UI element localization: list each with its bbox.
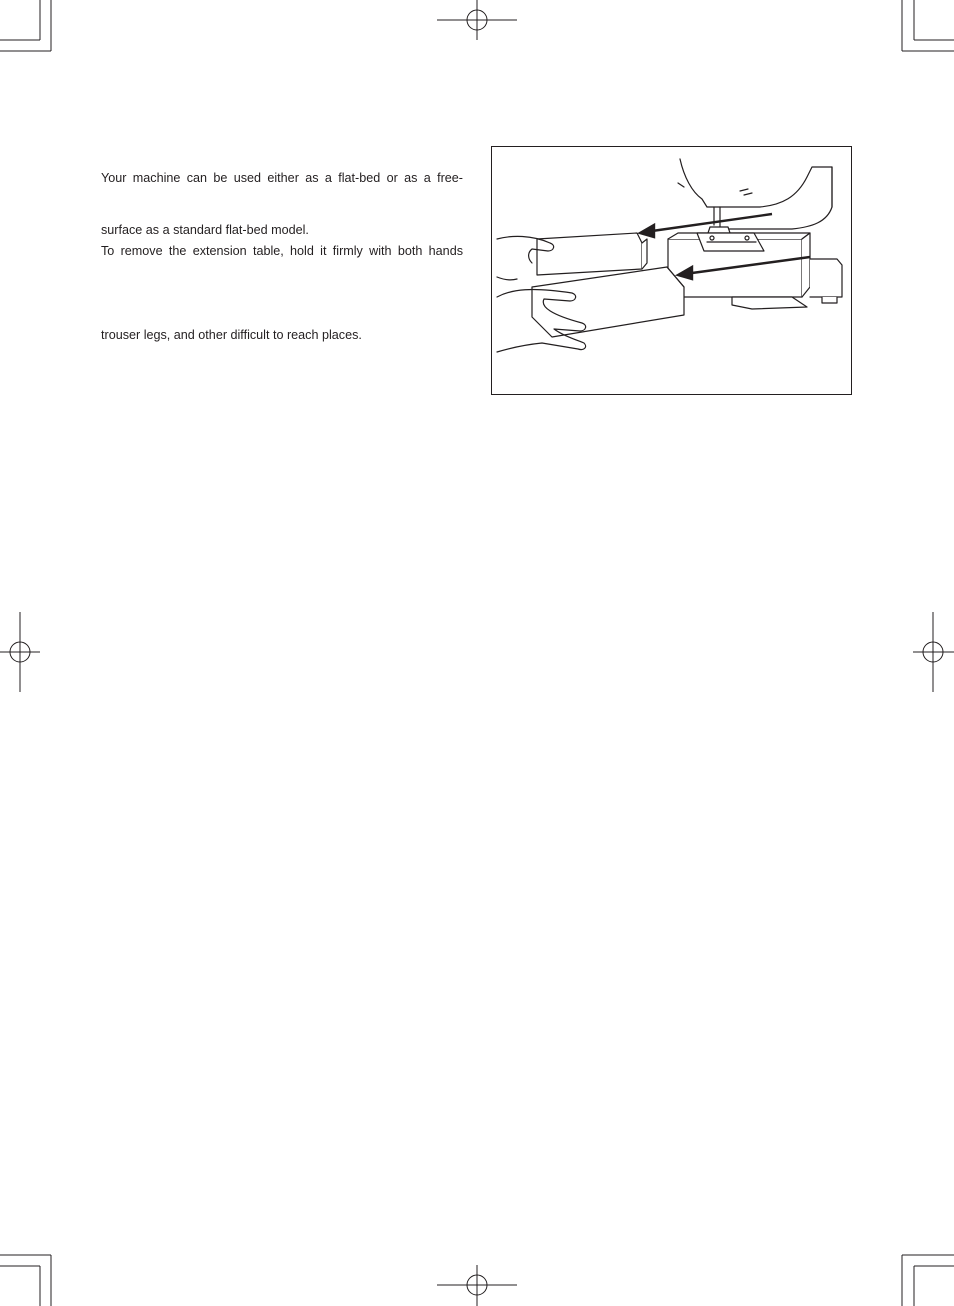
- crop-mark-bottom-right-icon: [902, 1255, 954, 1306]
- crop-mark-top-left-icon: [0, 0, 51, 51]
- registration-mark-top-icon: [437, 0, 517, 40]
- registration-mark-right-icon: [913, 612, 954, 692]
- registration-mark-bottom-icon: [437, 1265, 517, 1306]
- paragraph-free-arm: trouser legs, and other difficult to reach places.: [101, 328, 362, 342]
- crop-mark-top-right-icon: [902, 0, 954, 51]
- paragraph-remove-table: To remove the extension table, hold it firmly with both hands: [101, 244, 463, 258]
- instruction-text: [101, 168, 463, 346]
- registration-mark-left-icon: [0, 612, 40, 692]
- paragraph-flatbed: surface as a standard flat-bed model.: [101, 223, 309, 237]
- figure-remove-extension-table: [491, 146, 852, 395]
- paragraph-intro: Your machine can be used either as a flat-bed or as a free-: [101, 171, 463, 185]
- crop-mark-bottom-left-icon: [0, 1255, 51, 1306]
- sewing-machine-illustration: [492, 147, 852, 395]
